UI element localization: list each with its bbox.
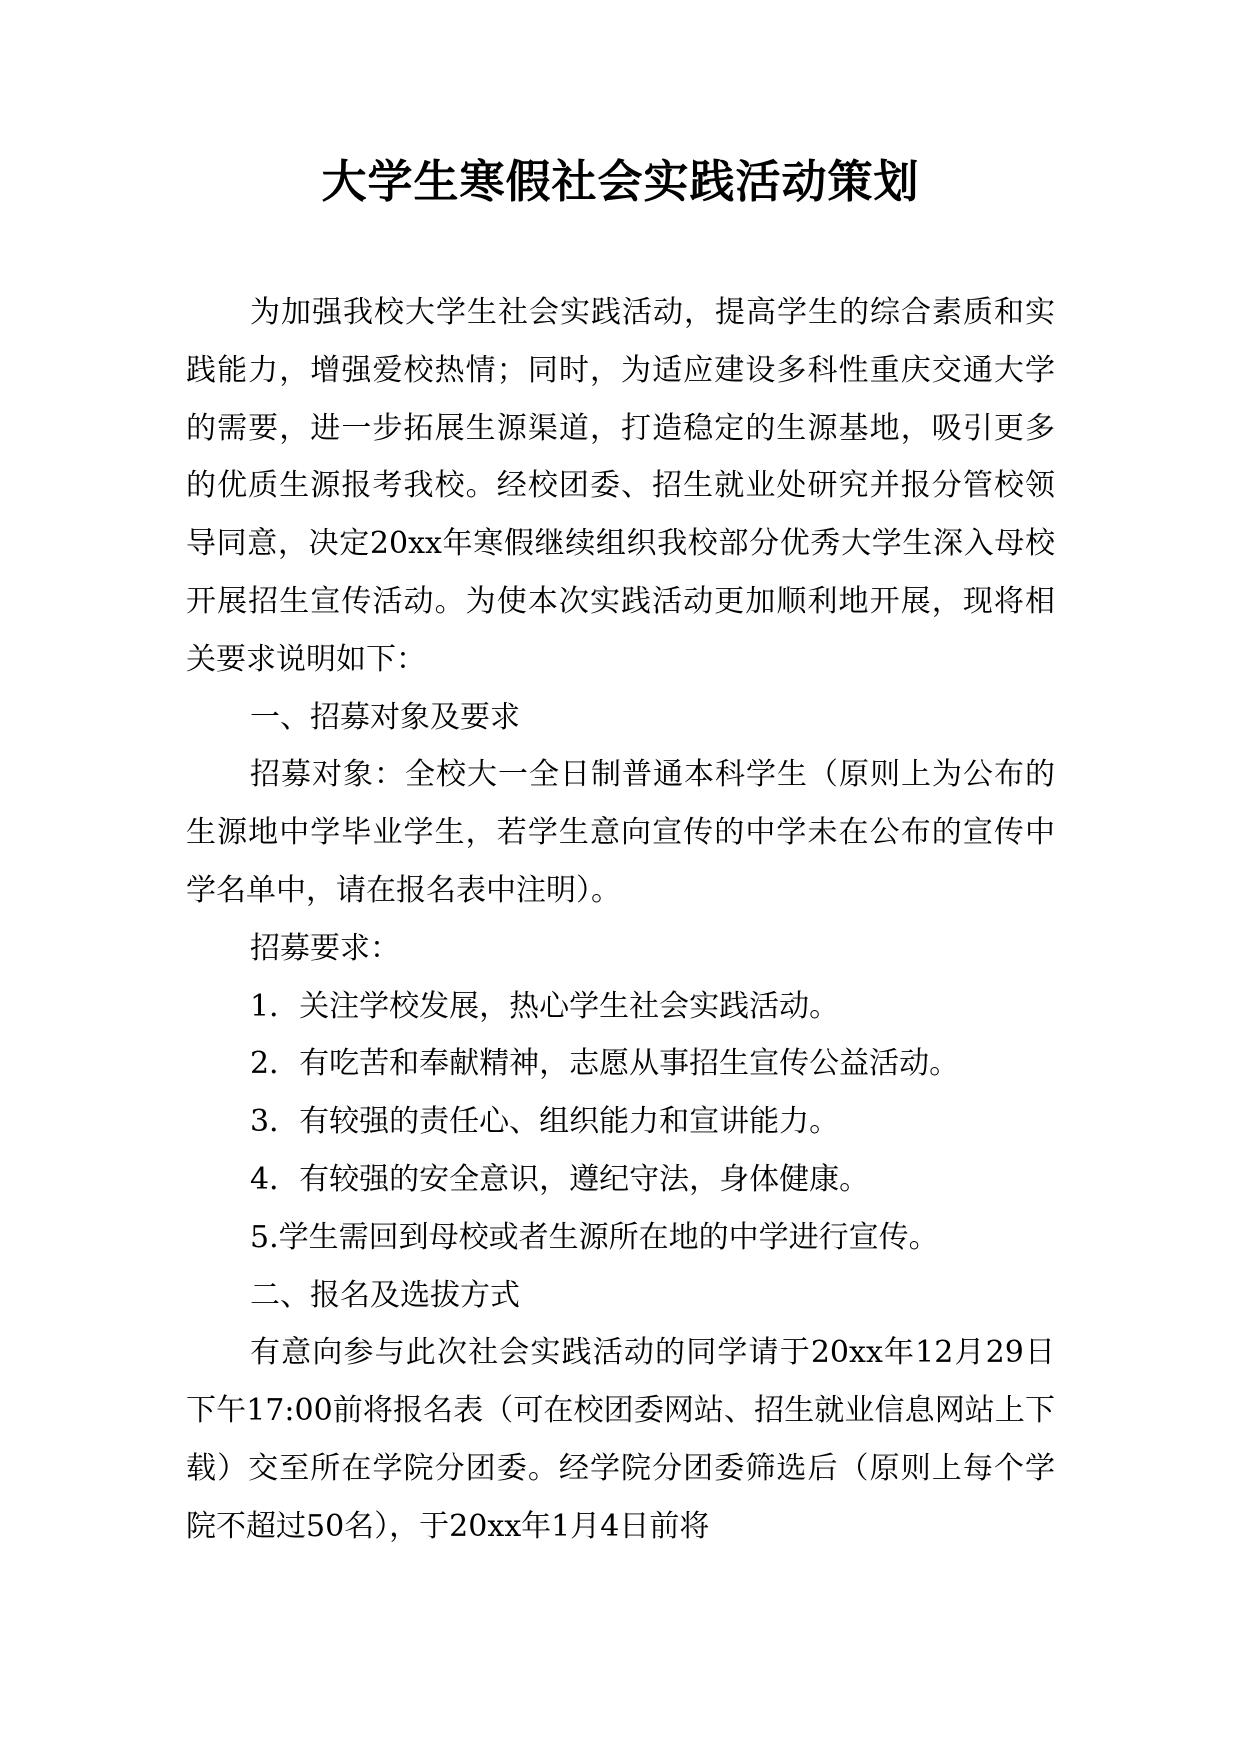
list-item-requirement-2: 2．有吃苦和奉献精神，志愿从事招生宣传公益活动。 xyxy=(250,1046,960,1082)
paragraph-registration: 有意向参与此次社会实践活动的同学请于20xx年12月29日下午17:00前将报名表（可在校团委网站、招生就业信息网站上下载）交至所在学院分团委。经学院分团委筛选后（原则上每个学院不超过50名），于20xx年1月4日前将 xyxy=(186,1335,1055,1544)
list-item-requirement-5: 5.学生需回到母校或者生源所在地的中学进行宣传。 xyxy=(250,1219,939,1255)
paragraph-recruitment-requirements-label: 招募要求： xyxy=(250,930,400,966)
paragraph-recruitment-target: 招募对象：全校大一全日制普通本科学生（原则上为公布的生源地中学毕业学生，若学生意向宣传的中学未在公布的宣传中学名单中，请在报名表中注明）。 xyxy=(186,757,1055,908)
list-item-requirement-3: 3．有较强的责任心、组织能力和宣讲能力。 xyxy=(250,1104,840,1140)
section-heading-recruitment: 一、招募对象及要求 xyxy=(250,699,520,735)
list-item-requirement-1: 1．关注学校发展，热心学生社会实践活动。 xyxy=(250,988,840,1024)
document-body xyxy=(186,284,1055,1556)
section-heading-registration: 二、报名及选拔方式 xyxy=(250,1277,520,1313)
paragraph-intro: 为加强我校大学生社会实践活动，提高学生的综合素质和实践能力，增强爱校热情；同时，为适应建设多科性重庆交通大学的需要，进一步拓展生源渠道，打造稳定的生源基地，吸引更多的优质生源报考我校。经校团委、招生就业处研究并报分管校领导同意，决定20xx年寒假继续组织我校部分优秀大学生深入母校开展招生宣传活动。为使本次实践活动更加顺利地开展，现将相关要求说明如下： xyxy=(186,295,1055,677)
document-title: 大学生寒假社会实践活动策划 xyxy=(321,155,920,208)
list-item-requirement-4: 4．有较强的安全意识，遵纪守法，身体健康。 xyxy=(250,1161,870,1197)
